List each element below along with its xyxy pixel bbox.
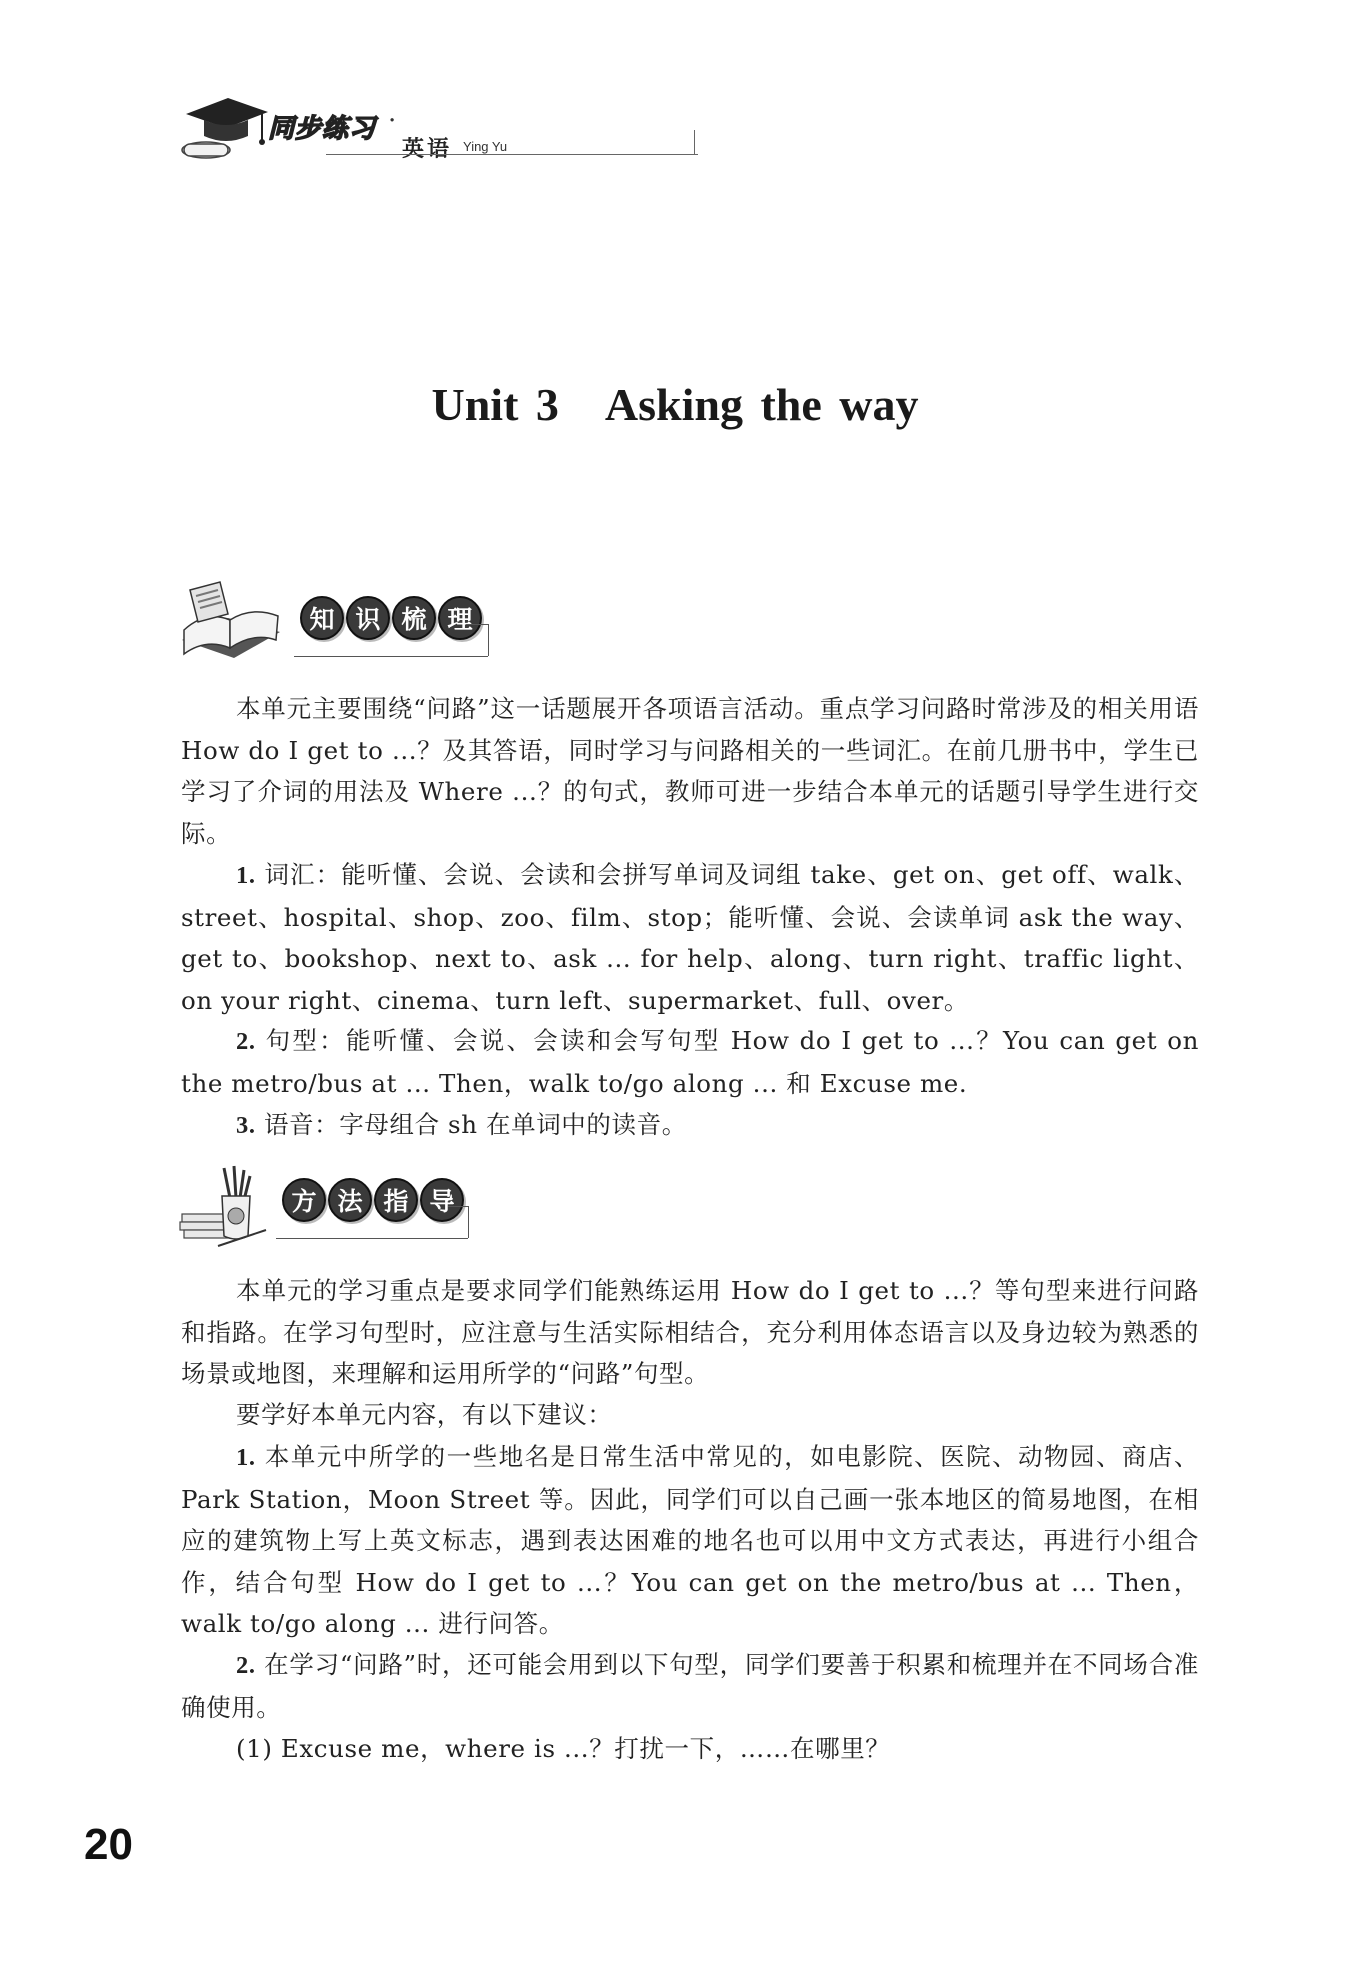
section1-item1 (181, 854, 1199, 1021)
item-number: 3. (236, 1112, 256, 1139)
book-header (176, 92, 536, 172)
item-text: 本单元中所学的一些地名是日常生活中常见的，如电影院、医院、动物园、商店、Park Station，Moon Street 等。因此，同学们可以自己画一张本地区的简易地图，在相应的建筑物上写上英文标志，遇到表达困难的地名也可以用中文方式表达，再进行小组合作，结合句型 How do I get to ...？You can get on the metro/bus at ... Then，walk to/go along ... 进行问答。 (181, 1442, 1199, 1638)
item-number: 2. (236, 1652, 256, 1679)
badge-char: 理 (438, 596, 482, 640)
section2-intro: 本单元的学习重点是要求同学们能熟练运用 How do I get to ...？等句型来进行问路和指路。在学习句型时，应注意与生活实际相结合，充分利用体态语言以及身边较为熟悉的场景或地图，来理解和运用所学的“问路”句型。 (181, 1276, 1199, 1388)
badge-char: 梳 (392, 596, 436, 640)
graduation-cap-icon (176, 92, 276, 172)
item-number: 1. (236, 862, 256, 889)
badge-char: 法 (328, 1178, 372, 1222)
badge-top-line (466, 624, 488, 625)
badge-side-line (488, 624, 489, 656)
page-number: 20 (84, 1820, 133, 1869)
item-number: 1. (236, 1444, 256, 1471)
section-badge-knowledge (176, 586, 496, 656)
section1-intro: 本单元主要围绕“问路”这一话题展开各项语言活动。重点学习问路时常涉及的相关用语 How do I get to ...？及其答语，同时学习与问路相关的一些词汇。在前几册书中，学生已学习了介词的用法及 Where ...？的句式，教师可进一步结合本单元的话题引导学生进行交际。 (181, 694, 1199, 848)
unit-title: Unit 3 Asking the way (431, 379, 919, 430)
badge-char: 知 (300, 596, 344, 640)
section-badge-method (178, 1168, 478, 1238)
series-title: 同步练习 (268, 114, 377, 144)
item-text: 句型：能听懂、会说、会读和会写句型 How do I get to ...？You can get on the metro/bus at ... Then，walk to/go along ... 和 Excuse me. (181, 1026, 1199, 1098)
badge-side-line (468, 1206, 469, 1238)
open-book-icon (176, 580, 286, 664)
section2-item2 (181, 1644, 1199, 1728)
badge-char: 识 (346, 596, 390, 640)
section1-item3 (181, 1104, 1199, 1147)
header-dot: · (388, 106, 397, 136)
subject-pinyin: Ying Yu (463, 139, 508, 154)
badge-char: 方 (282, 1178, 326, 1222)
header-rule-vertical (694, 130, 695, 155)
item-text: 语音：字母组合 sh 在单词中的读音。 (263, 1110, 687, 1139)
header-rule (326, 154, 698, 155)
badge-char: 指 (374, 1178, 418, 1222)
section1-item2 (181, 1020, 1199, 1104)
section2-sub1: (1) Excuse me，where is ...？打扰一下，……在哪里？ (236, 1734, 891, 1763)
badge-top-line (448, 1206, 468, 1207)
badge-underline (276, 1238, 468, 1239)
section2-item1 (181, 1436, 1199, 1645)
item-text: 词汇：能听懂、会说、会读和会拼写单词及词组 take、get on、get off、walk、street、hospital、shop、zoo、film、stop；能听懂、会说、会读单词 ask the way、get to、bookshop、next to、ask ... for help、along、turn right、traffic light、on your right、cinema、turn left、supermarket、full、over。 (181, 860, 1199, 1015)
item-number: 2. (236, 1028, 256, 1055)
item-text: 在学习“问路”时，还可能会用到以下句型，同学们要善于积累和梳理并在不同场合准确使用。 (181, 1650, 1199, 1722)
section2-advice-lead: 要学好本单元内容，有以下建议： (236, 1400, 613, 1429)
subject-label: 英语 (402, 137, 453, 162)
badge-underline (294, 656, 488, 657)
badge-char: 导 (420, 1178, 464, 1222)
pencil-cup-icon (178, 1164, 278, 1248)
